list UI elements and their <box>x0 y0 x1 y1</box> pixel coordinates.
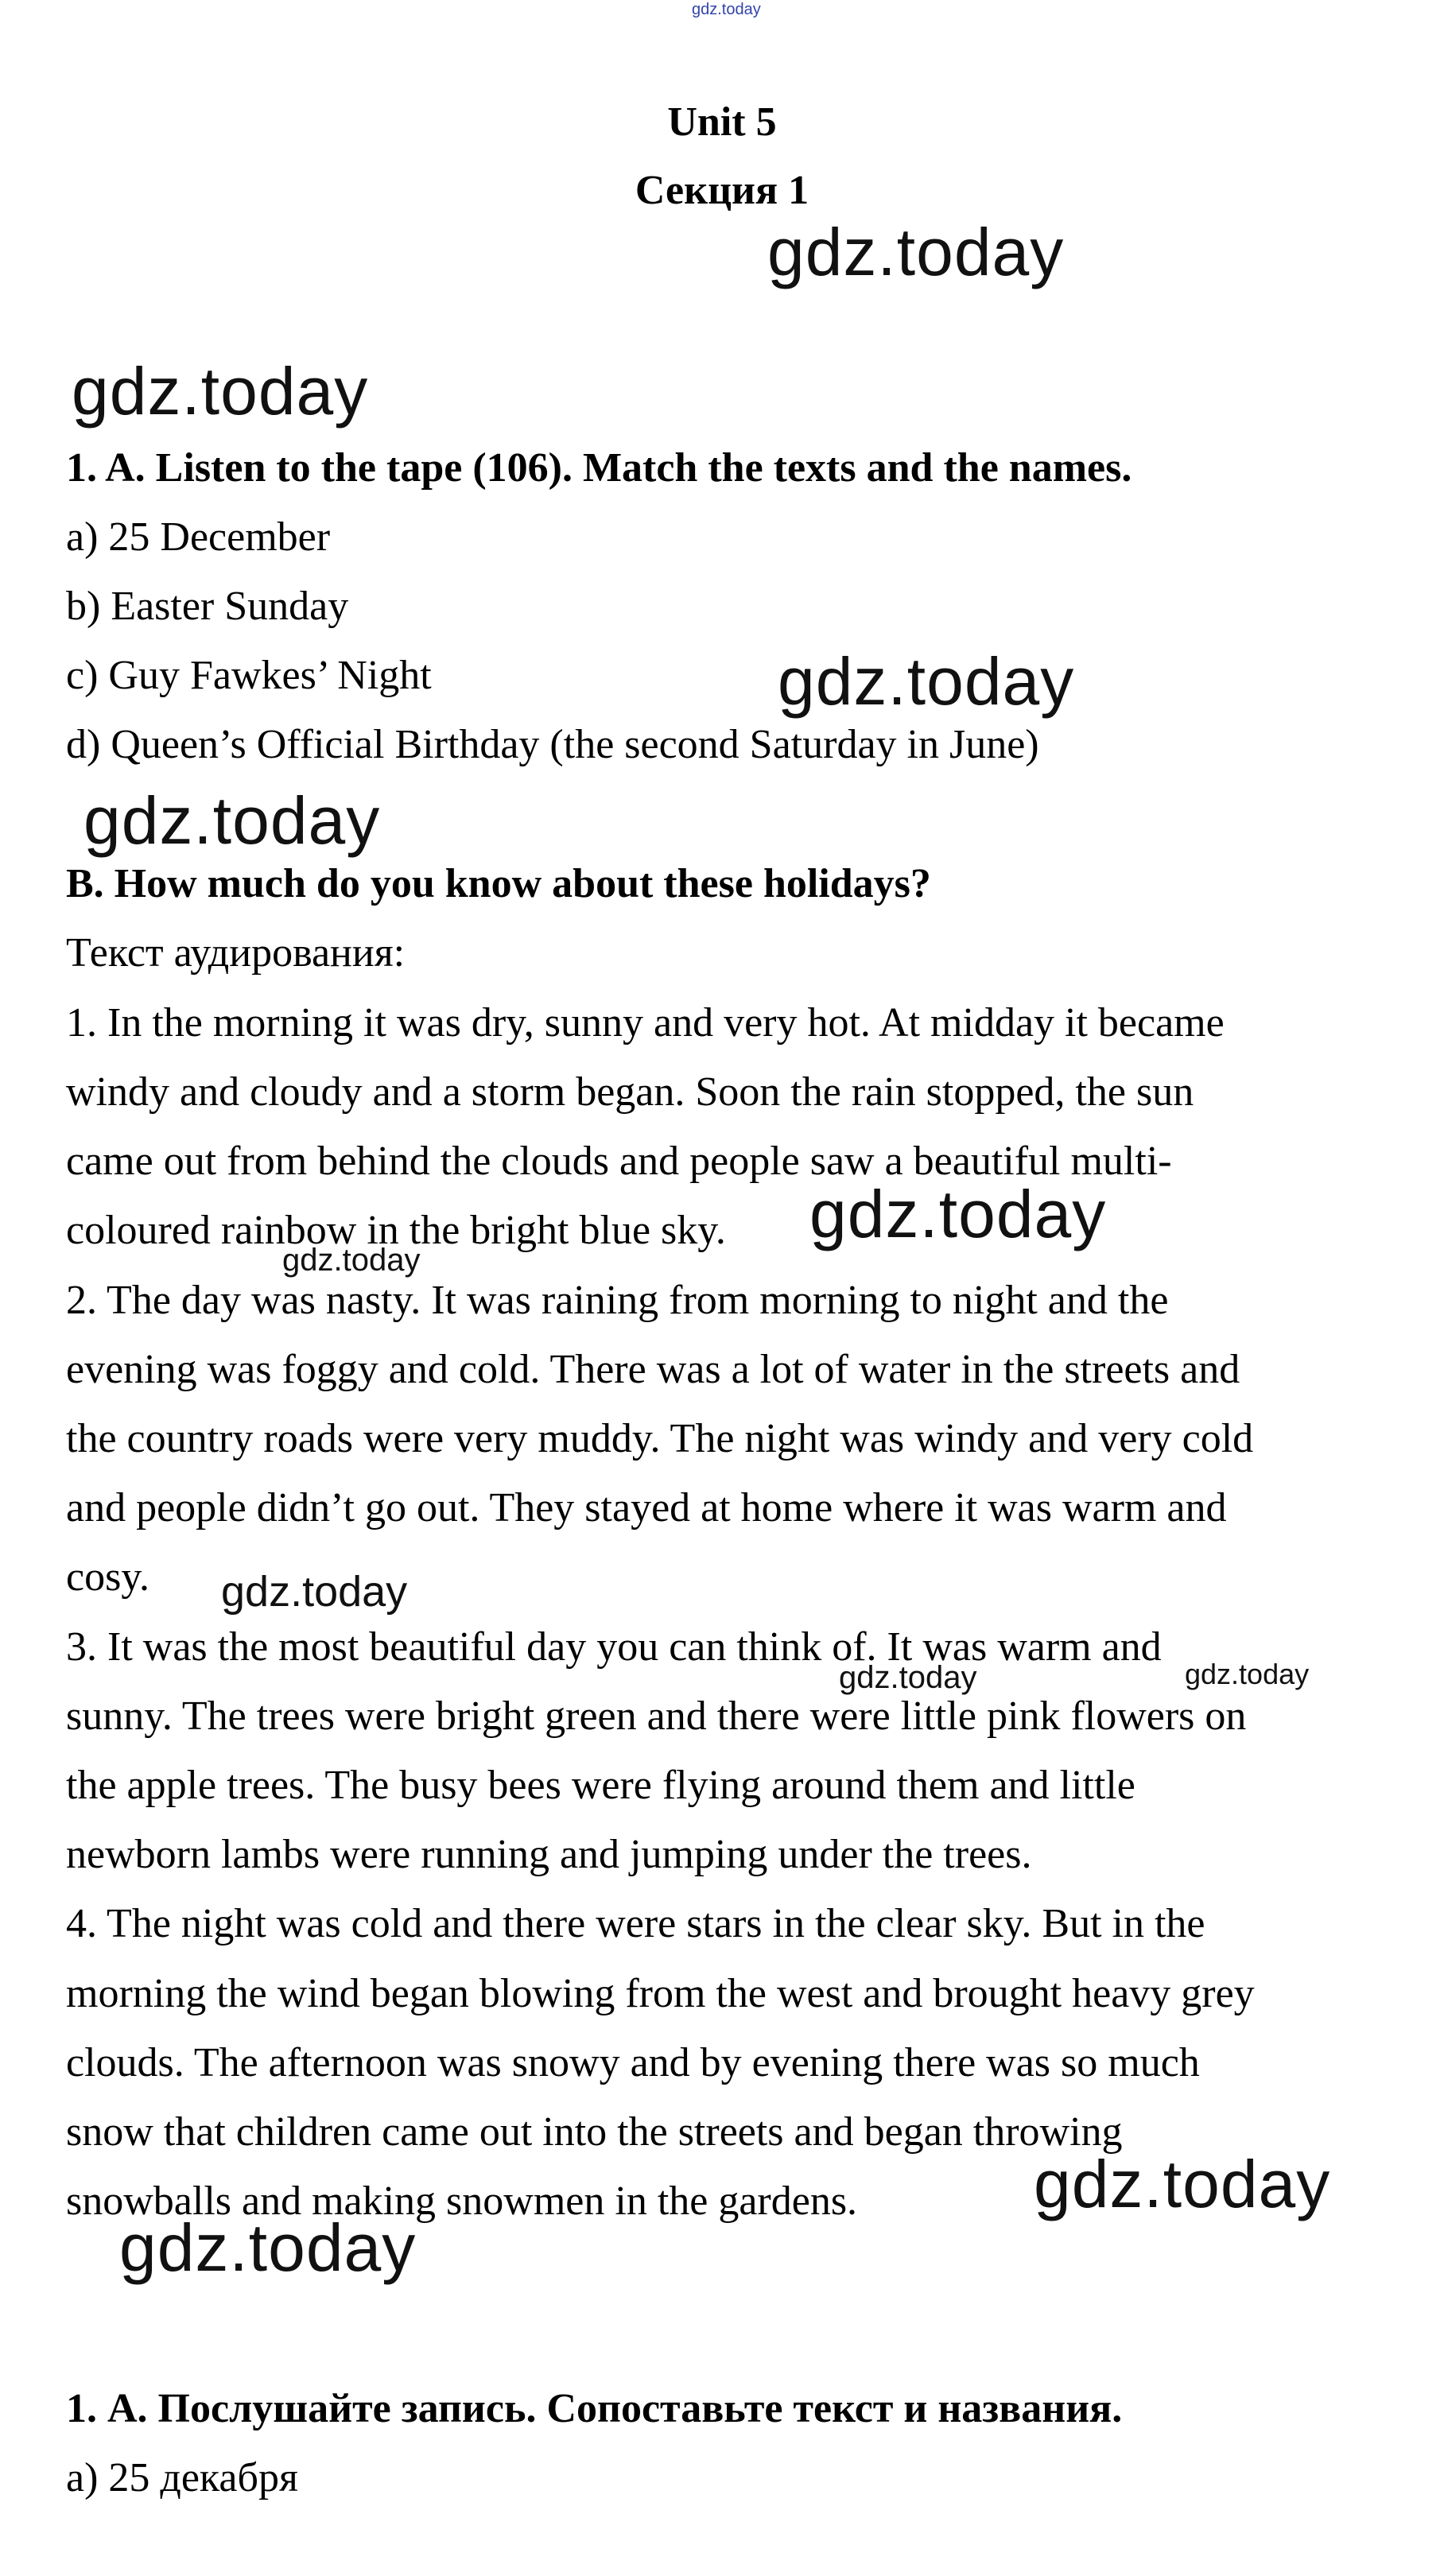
section-title: Секция 1 <box>635 168 809 213</box>
transcript-line: windy and cloudy and a storm began. Soon the rain stopped, the sun <box>66 1069 1194 1115</box>
exercise-a-item: c) Guy Fawkes’ Night <box>66 653 432 698</box>
translation-item: а) 25 декабря <box>66 2455 298 2500</box>
transcript-line: newborn lambs were running and jumping under the trees. <box>66 1832 1032 1877</box>
transcript-line: came out from behind the clouds and people saw a beautiful multi- <box>66 1139 1172 1184</box>
watermark: gdz.today <box>119 2210 417 2285</box>
transcript-line: 2. The day was nasty. It was raining from morning to night and the <box>66 1278 1169 1323</box>
exercise-a-item: b) Easter Sunday <box>66 584 349 629</box>
top-watermark: gdz.today <box>692 1 761 18</box>
transcript-line: evening was foggy and cold. There was a lot of water in the streets and <box>66 1347 1240 1392</box>
transcript-line: 4. The night was cold and there were stars in the clear sky. But in the <box>66 1901 1205 1946</box>
transcript-line: clouds. The afternoon was snowy and by evening there was so much <box>66 2040 1200 2085</box>
transcript-line: the country roads were very muddy. The night was windy and very cold <box>66 1416 1254 1461</box>
watermark: gdz.today <box>778 644 1075 719</box>
watermark: gdz.today <box>282 1243 421 1278</box>
exercise-b-heading: B. How much do you know about these holidays? <box>66 861 931 906</box>
transcript-label: Текст аудирования: <box>66 930 406 976</box>
transcript-line: 3. It was the most beautiful day you can think of. It was warm and <box>66 1624 1162 1670</box>
exercise-a-item: a) 25 December <box>66 514 331 560</box>
transcript-line: cosy. <box>66 1554 149 1600</box>
transcript-line: sunny. The trees were bright green and there were little pink flowers on <box>66 1693 1247 1739</box>
unit-title: Unit 5 <box>667 99 777 145</box>
watermark: gdz.today <box>221 1568 408 1616</box>
watermark: gdz.today <box>809 1177 1107 1251</box>
translation-heading: 1. А. Послушайте запись. Сопоставьте текст и названия. <box>66 2386 1123 2431</box>
transcript-line: the apple trees. The busy bees were flying around them and little <box>66 1763 1135 1808</box>
transcript-line: snowballs and making snowmen in the gardens. <box>66 2178 858 2224</box>
watermark: gdz.today <box>767 215 1065 289</box>
watermark: gdz.today <box>1034 2147 1331 2221</box>
watermark: gdz.today <box>839 1660 977 1695</box>
exercise-a-item: d) Queen’s Official Birthday (the second Saturday in June) <box>66 722 1039 767</box>
watermark: gdz.today <box>83 783 381 858</box>
transcript-line: coloured rainbow in the bright blue sky. <box>66 1208 726 1253</box>
exercise-a-heading: 1. A. Listen to the tape (106). Match the texts and the names. <box>66 445 1132 491</box>
transcript-line: and people didn’t go out. They stayed at home where it was warm and <box>66 1485 1227 1530</box>
watermark: gdz.today <box>72 354 369 429</box>
transcript-line: 1. In the morning it was dry, sunny and very hot. At midday it became <box>66 1000 1225 1046</box>
transcript-line: snow that children came out into the streets and began throwing <box>66 2109 1123 2155</box>
transcript-line: morning the wind began blowing from the west and brought heavy grey <box>66 1971 1255 2016</box>
watermark: gdz.today <box>1185 1658 1310 1690</box>
